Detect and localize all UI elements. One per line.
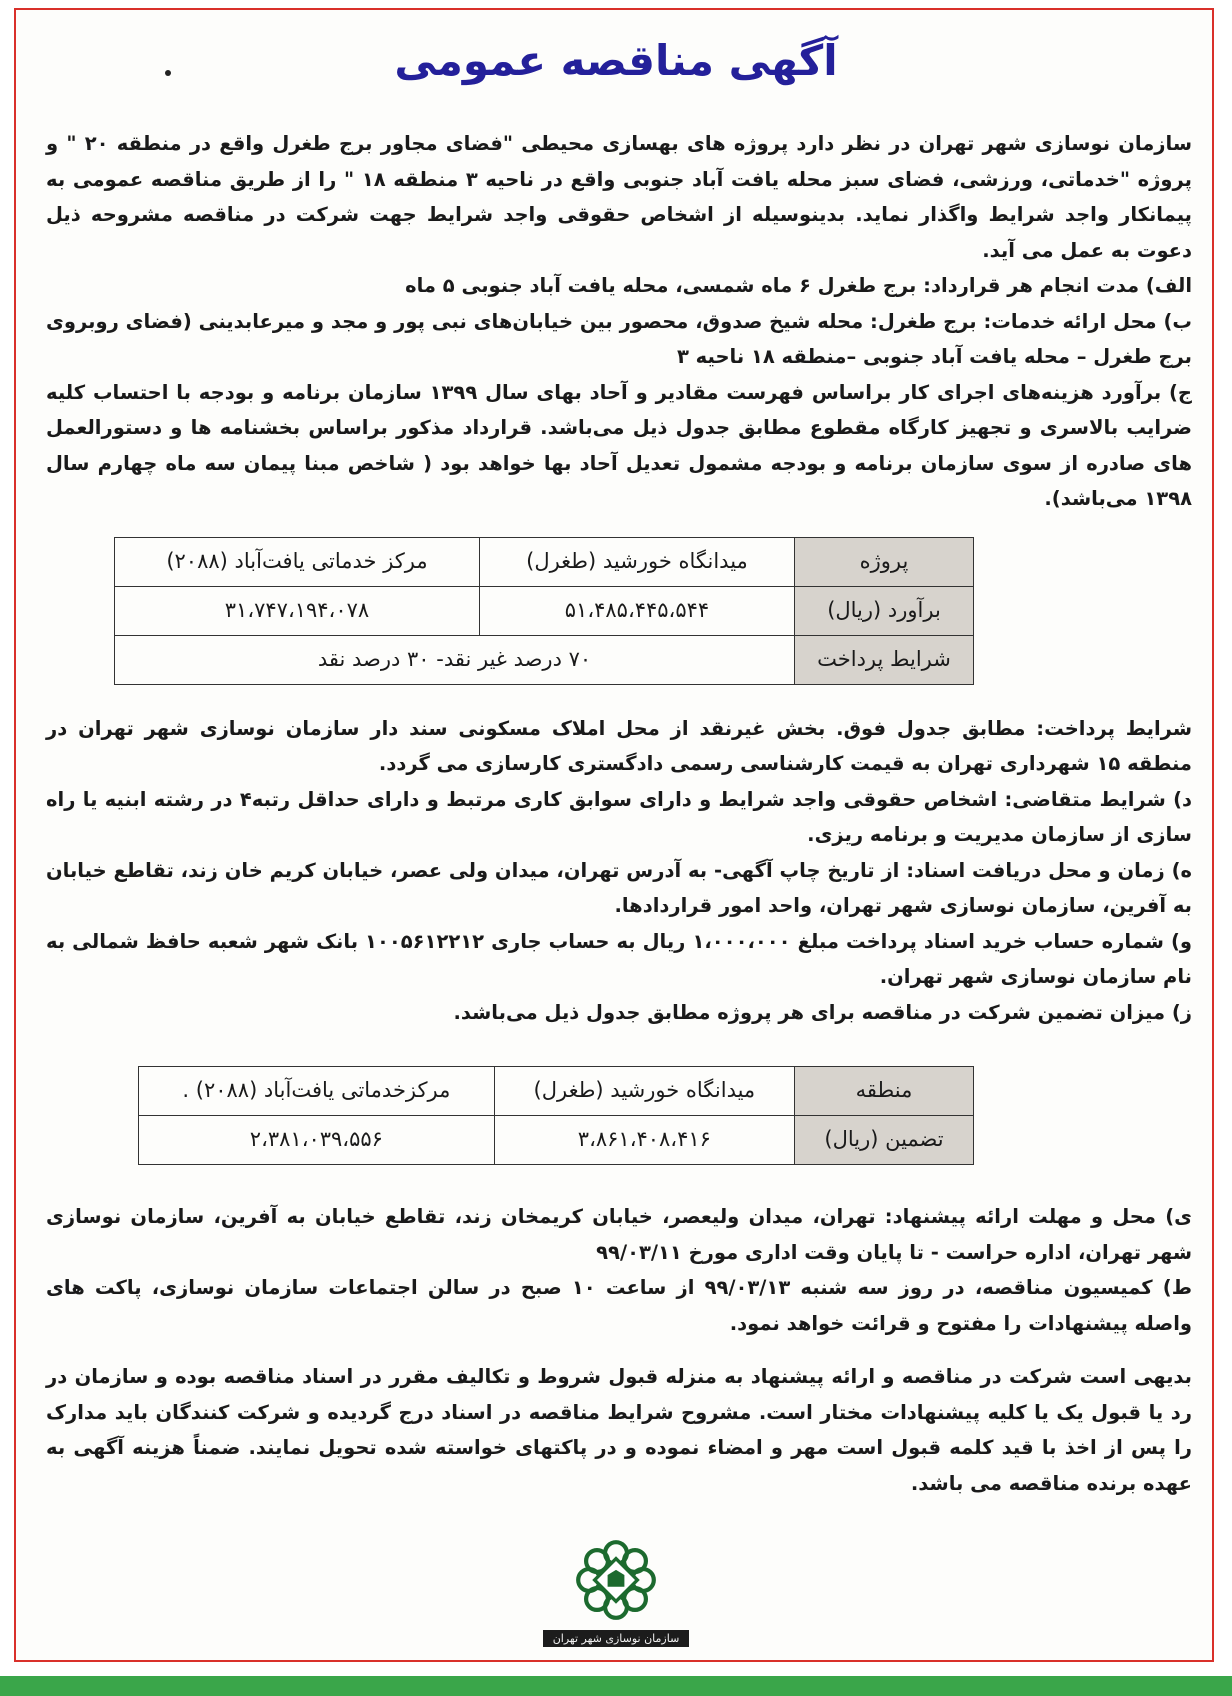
row-label-region: منطقه — [795, 1067, 974, 1116]
row-label-estimate: برآورد (ریال) — [795, 586, 974, 635]
clause-be: ب) محل ارائه خدمات: برج طغرل: محله شیخ صدوق، محصور بین خیابان‌های نبی پور و مجد و میرعابدینی (فضای روبروی برج طغرل – محله یافت آباد جنوبی –منطقه ۱۸ ناحیه ۳ — [46, 309, 1192, 368]
intro-paragraph: سازمان نوسازی شهر تهران در نظر دارد پروژه های بهسازی محیطی "فضای مجاور برج طغرل واقع در منطقه ۲۰ " و پروژه "خدماتی، ورزشی، فضای سبز محله یافت آباد جنوبی واقع در ناحیه ۳ منطقه ۱۸ " را از طریق مناقصه عمومی به پیمانکار واجد شرایط واگذار نماید. بدینوسیله از اشخاص حقوقی واجد شرایط جهت شرکت در مناقصه مشروحه ذیل دعوت به عمل می آید. — [46, 132, 1192, 262]
notice-title: آگهی مناقصه عمومی — [394, 36, 838, 85]
region-col1-header: میدانگاه خورشید (طغرل) — [494, 1067, 794, 1116]
table-row — [115, 635, 974, 684]
clause-ta: ط) کمیسیون مناقصه، در روز سه شنبه ۹۹/۰۳/۱۳ از ساعت ۱۰ صبح در سالن اجتماعات سازمان نوسازی، پاکت های واصله پیشنهادات را مفتوح و قرائت خواهد نمود. — [46, 1276, 1192, 1335]
guarantee-value-2: ۲،۳۸۱،۰۳۹،۵۵۶ — [139, 1116, 495, 1165]
clause-he: ه) زمان و محل دریافت اسناد: از تاریخ چاپ آگهی- به آدرس تهران، میدان ولی عصر، خیابان کریم خان زند، تقاطع خیابان به آفرین، سازمان نوسازی شهر تهران، واحد امور قراردادها. — [46, 858, 1192, 917]
logo-caption: سازمان نوسازی شهر تهران — [543, 1630, 690, 1647]
guarantee-table — [138, 1066, 974, 1165]
estimate-value-2: ۳۱،۷۴۷،۱۹۴،۰۷۸ — [115, 586, 480, 635]
row-label-payment: شرایط پرداخت — [795, 635, 974, 684]
payment-terms-value: ۷۰ درصد غیر نقد- ۳۰ درصد نقد — [115, 635, 795, 684]
bottom-green-bar — [0, 1676, 1232, 1696]
clause-alef: الف) مدت انجام هر قرارداد: برج طغرل ۶ ماه شمسی، محله یافت آباد جنوبی ۵ ماه — [405, 274, 1192, 297]
clause-jim: ج) برآورد هزینه‌های اجرای کار براساس فهرست مقادیر و آحاد بهای سال ۱۳۹۹ سازمان برنامه و بودجه با احتساب کلیه ضرایب بالاسری و تجهیز کارگاه مقطوع مطابق جدول ذیل می‌باشد. قرارداد مذکور براساس بخشنامه ها و دستورالعمل های صادره از سوی سازمان برنامه و بودجه مشمول تعدیل آحاد بها خواهد بود ( شاخص مبنا پیمان سه ماه چهارم سال ۱۳۹۸ می‌باشد). — [46, 380, 1192, 510]
notice-body — [46, 126, 1192, 1501]
row-label-project: پروژه — [795, 537, 974, 586]
closing-paragraph: بدیهی است شرکت در مناقصه و ارائه پیشنهاد به منزله قبول شروط و تکالیف مقرر در اسناد مناقصه بوده و سازمان در رد یا قبول یک یا کلیه پیشنهادات مختار است. مشروح شرایط مناقصه در اسناد درج گردیده و شرکت کنندگان باید مدارک را پس از اخذ با قید کلمه قبول است مهر و امضاء نموده و در پاکتهای خواسته شده تحویل نمایند. ضمناً هزینه آگهی به عهده برنده مناقصه می باشد. — [46, 1365, 1192, 1495]
region-col2-header: مرکزخدماتی یافت‌آباد (۲۰۸۸) . — [139, 1067, 495, 1116]
clause-ye: ی) محل و مهلت ارائه پیشنهاد: تهران، میدان ولیعصر، خیابان کریمخان زند، تقاطع خیابان به آفرین، سازمان نوسازی شهر تهران، اداره حراست - تا پایان وقت اداری مورخ ۹۹/۰۳/۱۱ — [46, 1205, 1192, 1264]
table-row — [139, 1116, 974, 1165]
estimate-table — [114, 537, 974, 685]
table-row — [115, 586, 974, 635]
table-row — [115, 537, 974, 586]
organization-logo — [536, 1538, 696, 1647]
guarantee-value-1: ۳،۸۶۱،۴۰۸،۴۱۶ — [494, 1116, 794, 1165]
payment-conditions-paragraph: شرایط پرداخت: مطابق جدول فوق. بخش غیرنقد از محل املاک مسکونی سند دار سازمان نوسازی شهر تهران در منطقه ۱۵ شهرداری تهران به قیمت کارشناسی رسمی دادگستری کارسازی می گردد. — [46, 716, 1192, 775]
table-row — [139, 1067, 974, 1116]
estimate-value-1: ۵۱،۴۸۵،۴۴۵،۵۴۴ — [479, 586, 794, 635]
clause-ze: ز) میزان تضمین شرکت در مناقصه برای هر پروژه مطابق جدول ذیل می‌باشد. — [453, 1000, 1192, 1024]
project-col2-header: مرکز خدماتی یافت‌آباد (۲۰۸۸) — [115, 537, 480, 586]
clause-vav: و) شماره حساب خرید اسناد پرداخت مبلغ ۱،۰۰۰،۰۰۰ ریال به حساب جاری ۱۰۰۵۶۱۲۲۱۲ بانک شهر شعبه حافظ شمالی به نام سازمان نوسازی شهر تهران. — [46, 929, 1193, 988]
project-col1-header: میدانگاه خورشید (طغرل) — [479, 537, 794, 586]
row-label-guarantee: تضمین (ریال) — [795, 1116, 974, 1165]
clause-dal: د) شرایط متقاضی: اشخاص حقوقی واجد شرایط و دارای سوابق کاری مرتبط و دارای حداقل رتبه۴ در رشته ابنیه یا راه سازی از سازمان مدیریت و برنامه ریزی. — [46, 787, 1193, 846]
tehran-star-logo-icon — [574, 1538, 658, 1622]
